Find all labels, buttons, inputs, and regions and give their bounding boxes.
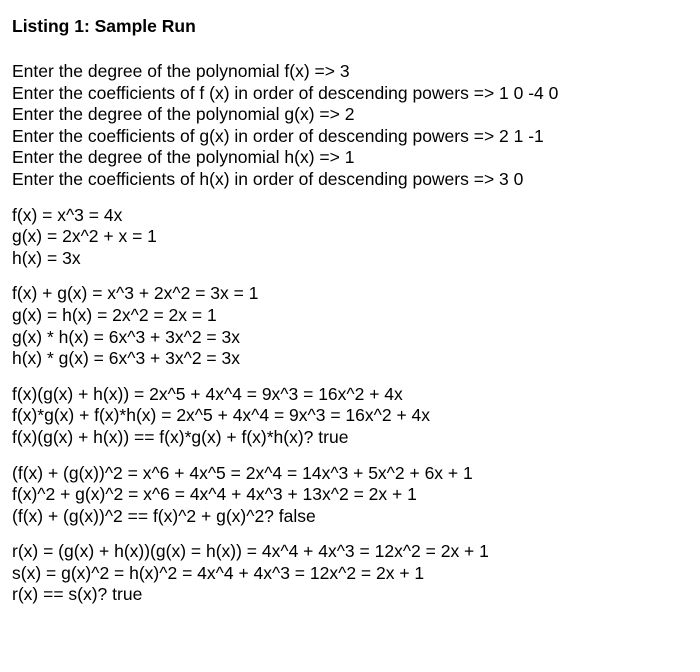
listing-title: Listing 1: Sample Run <box>12 16 196 36</box>
distributive-block <box>12 384 688 449</box>
prompt-line: Enter the degree of the polynomial f(x) => 3 <box>12 61 350 81</box>
output-line: f(x)(g(x) + h(x)) = 2x^5 + 4x^4 = 9x^3 = 16x^2 + 4x <box>12 383 403 404</box>
output-line: f(x)*g(x) + f(x)*h(x) = 2x^5 + 4x^4 = 9x^3 = 16x^2 + 4x <box>12 405 431 426</box>
prompt-line: Enter the degree of the polynomial h(x) => 1 <box>12 147 355 168</box>
output-line: f(x) + g(x) = x^3 + 2x^2 = 3x = 1 <box>12 283 259 304</box>
output-line: r(x) = (g(x) + h(x))(g(x) = h(x)) = 4x^4 + 4x^3 = 12x^2 = 2x + 1 <box>12 541 489 562</box>
output-line: g(x) * h(x) = 6x^3 + 3x^2 = 3x <box>12 326 240 347</box>
output-line: f(x)(g(x) + h(x)) == f(x)*g(x) + f(x)*h(x)? true <box>12 426 349 447</box>
prompt-line: Enter the coefficients of f (x) in order of descending powers => 1 0 -4 0 <box>12 82 559 103</box>
output-line: (f(x) + (g(x))^2 = x^6 + 4x^5 = 2x^4 = 14x^3 + 5x^2 + 6x + 1 <box>12 462 473 483</box>
output-line: f(x) = x^3 = 4x <box>12 204 123 225</box>
output-line: f(x)^2 + g(x)^2 = x^6 = 4x^4 + 4x^3 + 13x^2 = 2x + 1 <box>12 484 417 505</box>
output-line: (f(x) + (g(x))^2 == f(x)^2 + g(x)^2? false <box>12 505 316 526</box>
output-line: h(x) = 3x <box>12 247 81 268</box>
r-s-block <box>12 541 688 606</box>
output-line: r(x) == s(x)? true <box>12 584 143 605</box>
squares-block <box>12 463 688 528</box>
output-line: g(x) = 2x^2 + x = 1 <box>12 226 157 247</box>
output-line: h(x) * g(x) = 6x^3 + 3x^2 = 3x <box>12 348 240 369</box>
prompt-line: Enter the coefficients of h(x) in order of descending powers => 3 0 <box>12 168 524 189</box>
listing <box>12 14 688 620</box>
polynomials-block <box>12 205 688 270</box>
output-line: g(x) = h(x) = 2x^2 = 2x = 1 <box>12 304 217 325</box>
output-line: s(x) = g(x)^2 = h(x)^2 = 4x^4 + 4x^3 = 12x^2 = 2x + 1 <box>12 562 425 583</box>
prompt-line: Enter the degree of the polynomial g(x) => 2 <box>12 104 355 125</box>
prompt-line: Enter the coefficients of g(x) in order of descending powers => 2 1 -1 <box>12 125 544 146</box>
operations-block <box>12 283 688 369</box>
input-prompts-block <box>12 61 688 191</box>
